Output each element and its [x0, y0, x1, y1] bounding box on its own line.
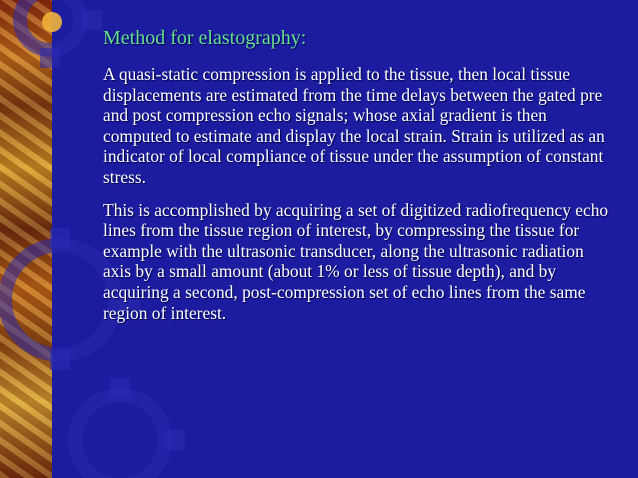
- paragraph-1: A quasi-static compression is applied to the tissue, then local tissue displacements are estimated from the time delays between the gated pre and post compression echo signals; whose axial gradient is then computed to estimate and display the local strain. Strain is utilized as an indicator of local compliance of tissue under the assumption of constant stress.: [103, 64, 605, 187]
- gear-icon: [42, 12, 62, 32]
- gear-icon: [75, 395, 165, 478]
- gear-icon: [5, 245, 115, 355]
- paragraph-2: This is accomplished by acquiring a set of digitized radiofrequency echo lines from the tissue region of interest, by compressing the tissue for example with the ultrasonic transducer, along the ultrasonic radiation axis by a small amount (about 1% or less of tissue depth), and by acquiring a second, post-compression set of echo lines from the same region of interest.: [103, 199, 609, 323]
- slide-title: Method for elastography:: [103, 27, 307, 49]
- slide-content: [103, 26, 615, 335]
